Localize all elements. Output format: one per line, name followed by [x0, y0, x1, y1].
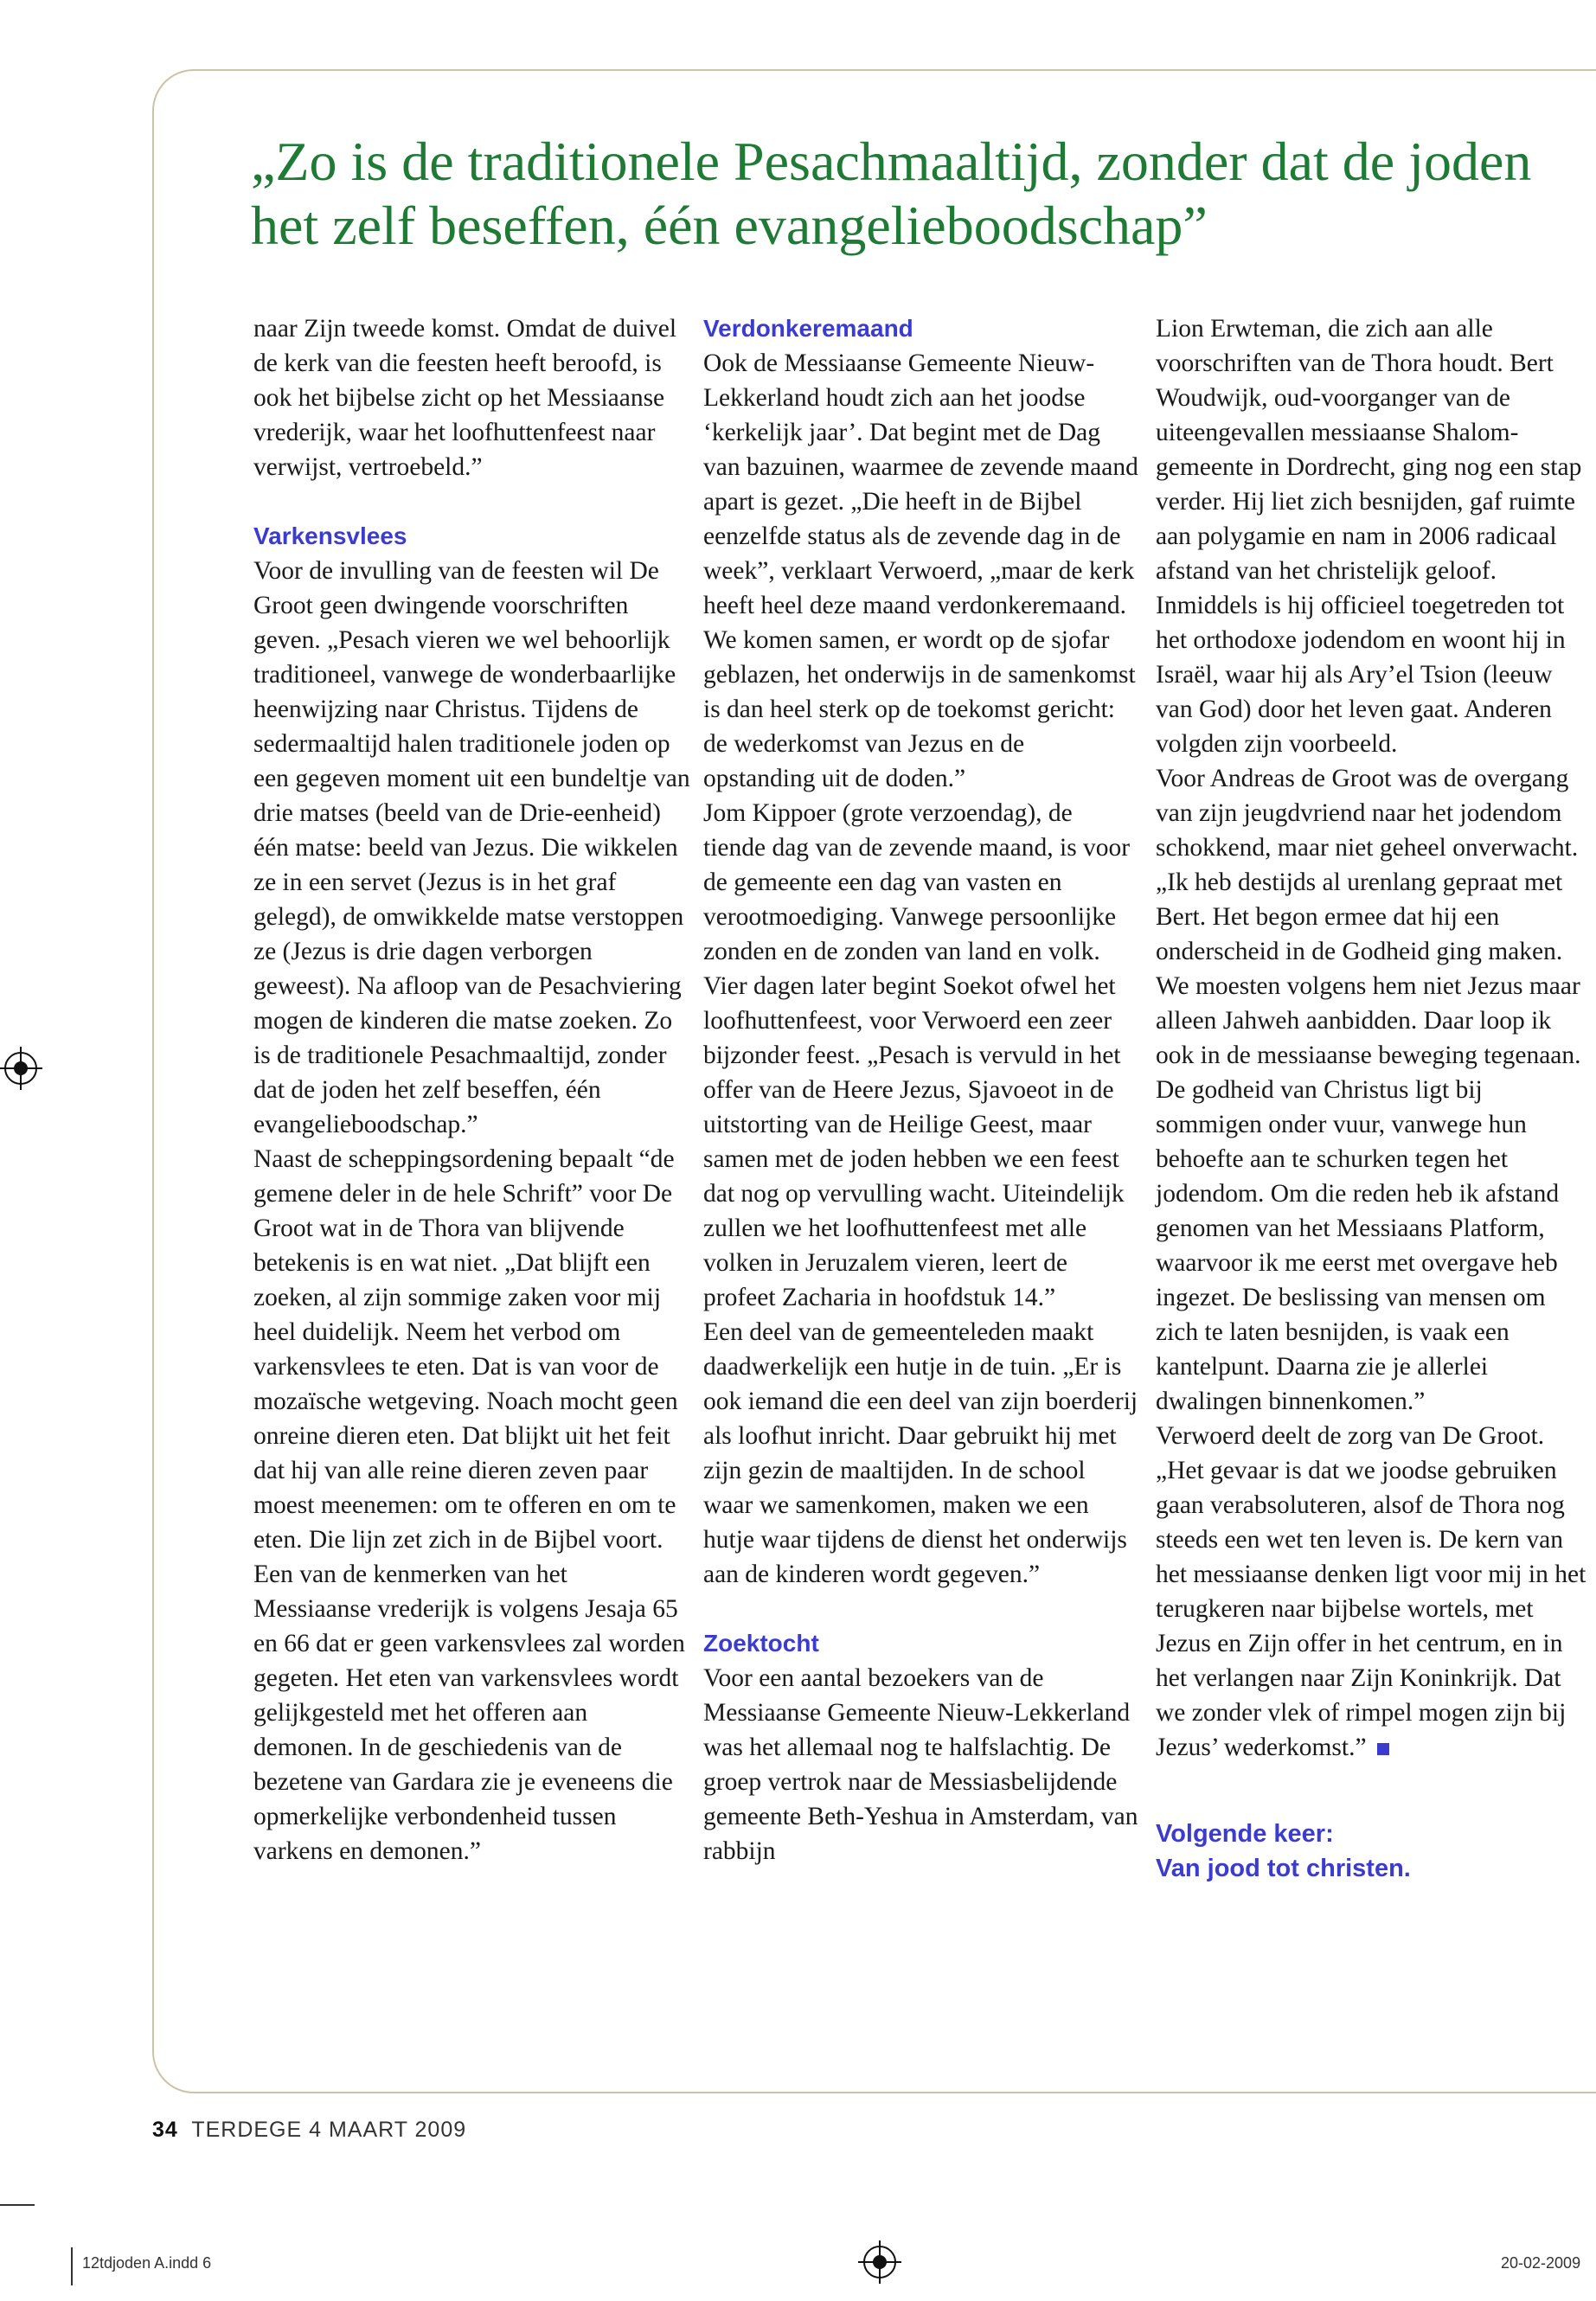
registration-mark-icon [4, 1052, 37, 1085]
slug-filename: 12tdjoden A.indd 6 [82, 2254, 212, 2272]
paragraph: Een deel van de gemeenteleden maakt daadwerkelijk een hutje in de tuin. „Er is ook iemand die een deel van zijn boerderij als loofhut inricht. Daar gebruikt hij met zijn gezin de maaltijden. In de school waar we samenkomen, maken we een hutje waar tijdens de dienst het onderwijs aan de kinderen wordt gegeven.” [703, 1318, 1138, 1588]
page-number: 34 [152, 2118, 178, 2142]
column-1 [253, 311, 690, 1868]
paragraph: Lion Erwteman, die zich aan alle voorschriften van de Thora houdt. Bert Woudwijk, oud-voorganger van de uiteengevallen messiaanse Shalom-gemeente in Dordrecht, ging nog een stap verder. Hij liet zich besnijden, gaf ruimte aan polygamie en nam in 2006 radicaal afstand van het christelijk geloof. Inmiddels is hij officieel toegetreden tot het orthodoxe jodendom en woont hij in Israël, waar hij als Ary’el Tsion (leeuw van God) door het leven gaat. Anderen volgden zijn voorbeeld. [1156, 315, 1582, 758]
paragraph: Voor een aantal bezoekers van de Messiaanse Gemeente Nieuw-Lekkerland was het allemaal nog te halfslachtig. De groep vertrok naar de Messiasbelijdende gemeente Beth-Yeshua in Amsterdam, van rabbijn [703, 1664, 1138, 1865]
paragraph: Ook de Messiaanse Gemeente Nieuw-Lekkerland houdt zich aan het joodse ‘kerkelijk jaar’. Dat begint met de Dag van bazuinen, waarmee de zevende maand apart is gezet. „Die heeft in de Bijbel eenzelfde status als de zevende dag in de week”, verklaart Verwoerd, „maar de kerk heeft heel deze maand verdonkeremaand. We komen samen, er wordt op de sjofar geblazen, het onderwijs in de samenkomst is dan heel sterk op de toekomst gericht: de wederkomst van Jezus en de opstanding uit de doden.” [703, 349, 1138, 792]
end-of-article-square-icon [1377, 1743, 1389, 1755]
section-heading: Verdonkeremaand [703, 315, 913, 342]
registration-mark-icon [863, 2246, 896, 2279]
section-heading: Varkensvlees [253, 522, 407, 549]
paragraph: Voor de invulling van de feesten wil De Groot geen dwingende voorschriften geven. „Pesach vieren we wel behoorlijk traditioneel, vanwege de wonderbaarlijke heenwijzing naar Christus. Tijdens de sedermaaltijd halen traditionele joden op een gegeven moment uit een bundeltje van drie matses (beeld van de Drie-eenheid) één matse: beeld van Jezus. Die wikkelen ze in een servet (Jezus is in het graf gelegd), de omwikkelde matse verstoppen ze (Jezus is drie dagen verborgen geweest). Na afloop van de Pesachviering mogen de kinderen die matse zoeken. Zo is de traditionele Pesachmaaltijd, zonder dat de joden het zelf beseffen, één evangelieboodschap.” [253, 557, 690, 1138]
pull-quote: „Zo is de traditionele Pesachmaaltijd, zonder dat de joden het zelf beseffen, één evangelieboodschap” [251, 131, 1532, 256]
paragraph: Naast de scheppingsordening bepaalt “de gemene deler in de hele Schrift” voor De Groot wat in de Thora van blijvende betekenis is en wat niet. „Dat blijft een zoeken, al zijn sommige zaken voor mij heel duidelijk. Neem het verbod om varkensvlees te eten. Dat is van voor de mozaïsche wetgeving. Noach mocht geen onreine dieren eten. Dat blijkt uit het feit dat hij van alle reine dieren zeven paar moest meenemen: om te offeren en om te eten. Die lijn zet zich in de Bijbel voort. Een van de kenmerken van het Messiaanse vrederijk is volgens Jesaja 65 en 66 dat er geen varkensvlees zal worden gegeten. Het eten van varkensvlees wordt gelijkgesteld met het offeren aan demonen. In de geschiedenis van de bezetene van Gardara zie je eveneens die opmerkelijke verbondenheid tussen varkens en demonen.” [253, 1145, 685, 1865]
issue-date: 4 MAART 2009 [309, 2118, 467, 2142]
paragraph: naar Zijn tweede komst. Omdat de duivel de kerk van die feesten heeft beroofd, is ook het bijbelse zicht op het Messiaanse vrederijk, waar het loofhuttenfeest naar verwijst, vertroebeld.” [253, 315, 677, 481]
paragraph-final [1156, 1419, 1593, 1765]
column-2 [703, 311, 1140, 1868]
next-issue-label: Volgende keer: [1156, 1820, 1334, 1848]
section-heading: Zoektocht [703, 1630, 819, 1657]
page-footer [152, 2118, 466, 2143]
crop-mark [71, 2247, 73, 2285]
paragraph: Jom Kippoer (grote verzoendag), de tiende dag van de zevende maand, is voor de gemeente een dag van vasten en verootmoediging. Vanwege persoonlijke zonden en de zonden van land en volk. Vier dagen later begint Soekot ofwel het loofhuttenfeest, voor Verwoerd een zeer bijzonder feest. „Pesach is vervuld in het offer van de Heere Jezus, Sjavoeot in de uitstorting van de Heilige Geest, maar samen met de joden hebben we een feest dat nog op vervulling wacht. Uiteindelijk zullen we het loofhuttenfeest met alle volken in Jeruzalem vieren, leert de profeet Zacharia in hoofdstuk 14.” [703, 799, 1131, 1311]
next-issue-title: Van jood tot christen. [1156, 1855, 1411, 1882]
publication-name: TERDEGE [191, 2118, 303, 2142]
column-3 [1156, 311, 1593, 1886]
paragraph: Voor Andreas de Groot was de overgang van zijn jeugdvriend naar het jodendom schokkend, maar niet geheel onverwacht. „Ik heb destijds al urenlang gepraat met Bert. Het begon ermee dat hij een onderscheid in de Godheid ging maken. We moesten volgens hem niet Jezus maar alleen Jahweh aanbidden. Daar loop ik ook in de messiaanse beweging tegenaan. De godheid van Christus ligt bij sommigen onder vuur, vanwege hun behoefte aan te schurken tegen het jodendom. Om die reden heb ik afstand genomen van het Messiaans Platform, waarvoor ik me eerst met overgave heb ingezet. De beslissing van mensen om zich te laten besnijden, is vaak een kantelpunt. Daarna zie je allerlei dwalingen binnenkomen.” [1156, 765, 1581, 1415]
crop-mark [0, 2204, 35, 2206]
paragraph-text: Verwoerd deelt de zorg van De Groot. „Het gevaar is dat we joodse gebruiken gaan verabsoluteren, alsof de Thora nog steeds een wet ten leven is. De kern van het messiaanse denken ligt voor mij in het terugkeren naar bijbelse wortels, met Jezus en Zijn offer in het centrum, en in het verlangen naar Zijn Koninkrijk. Dat we zonder vlek of rimpel mogen zijn bij Jezus’ wederkomst.” [1156, 1422, 1586, 1761]
slug-date: 20-02-2009 [1501, 2254, 1581, 2272]
next-issue-teaser [1156, 1817, 1593, 1886]
